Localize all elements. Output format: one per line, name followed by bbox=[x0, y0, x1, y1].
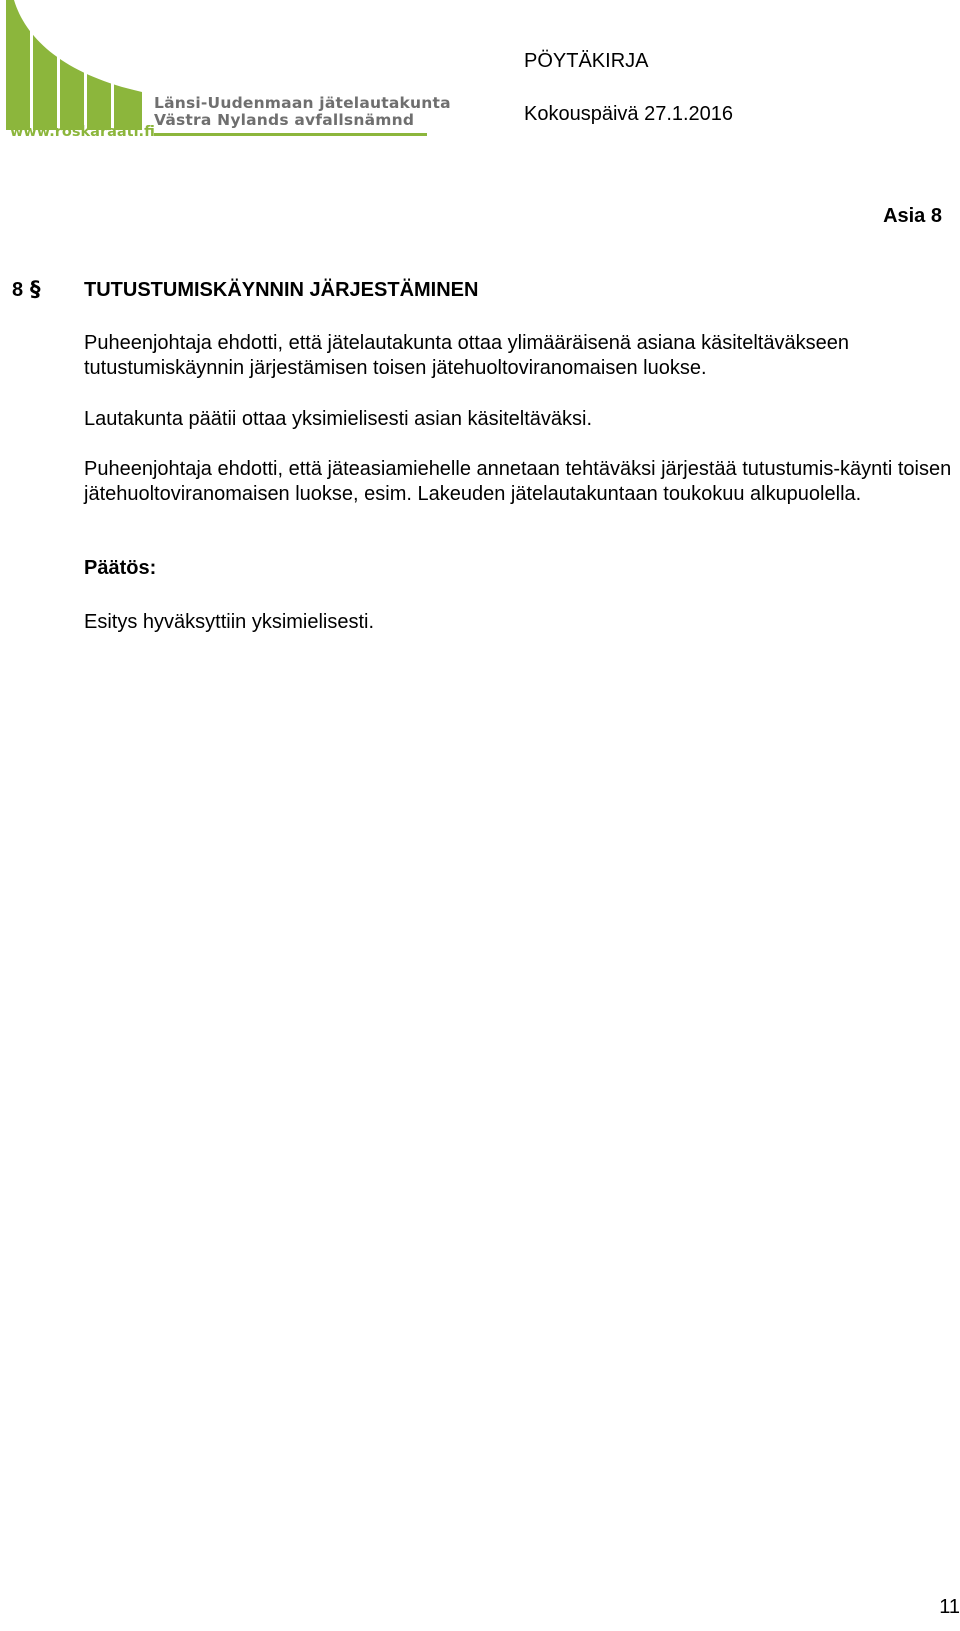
agenda-item-reference: Asia 8 bbox=[883, 205, 942, 227]
logo-website: www.roskaraati.fi bbox=[10, 124, 155, 140]
section-title: TUTUSTUMISKÄYNNIN JÄRJESTÄMINEN bbox=[84, 279, 479, 301]
meeting-date: Kokouspäivä 27.1.2016 bbox=[524, 103, 734, 125]
paragraph-second-proposal bbox=[84, 457, 958, 507]
section-sign: § bbox=[30, 277, 41, 301]
logo-name-swedish: Västra Nylands avfallsnämnd bbox=[154, 111, 415, 129]
decision-label: Päätös: bbox=[84, 557, 157, 579]
paragraph-text: Lautakunta päätii ottaa yksimielisesti asian käsiteltäväksi. bbox=[84, 408, 593, 430]
decision-text: Esitys hyväksyttiin yksimielisesti. bbox=[84, 611, 375, 633]
logo-bars-graphic bbox=[6, 0, 156, 130]
logo-name-finnish: Länsi-Uudenmaan jätelautakunta bbox=[154, 94, 451, 112]
section-number: 8 bbox=[12, 279, 24, 301]
paragraph-proposal bbox=[84, 331, 958, 381]
document-type: PÖYTÄKIRJA bbox=[524, 50, 649, 72]
page-number: 11 bbox=[939, 1596, 960, 1618]
organization-logo bbox=[6, 0, 451, 150]
paragraph-committee-decision bbox=[84, 407, 958, 432]
paragraph-text: Puheenjohtaja ehdotti, että jäteasiamiehelle annetaan tehtäväksi järjestää tutustumis-käynti toisen jätehuoltoviranomaisen luokse, esim. Lakeuden jätelautakuntaan toukokuu alkupuolella. bbox=[84, 458, 952, 505]
paragraph-text: Puheenjohtaja ehdotti, että jätelautakunta ottaa ylimääräisenä asiana käsiteltäväkseen tutustumiskäynnin järjestämisen toisen jätehuoltoviranomaisen luokse. bbox=[84, 332, 849, 379]
logo-underline bbox=[154, 133, 427, 136]
